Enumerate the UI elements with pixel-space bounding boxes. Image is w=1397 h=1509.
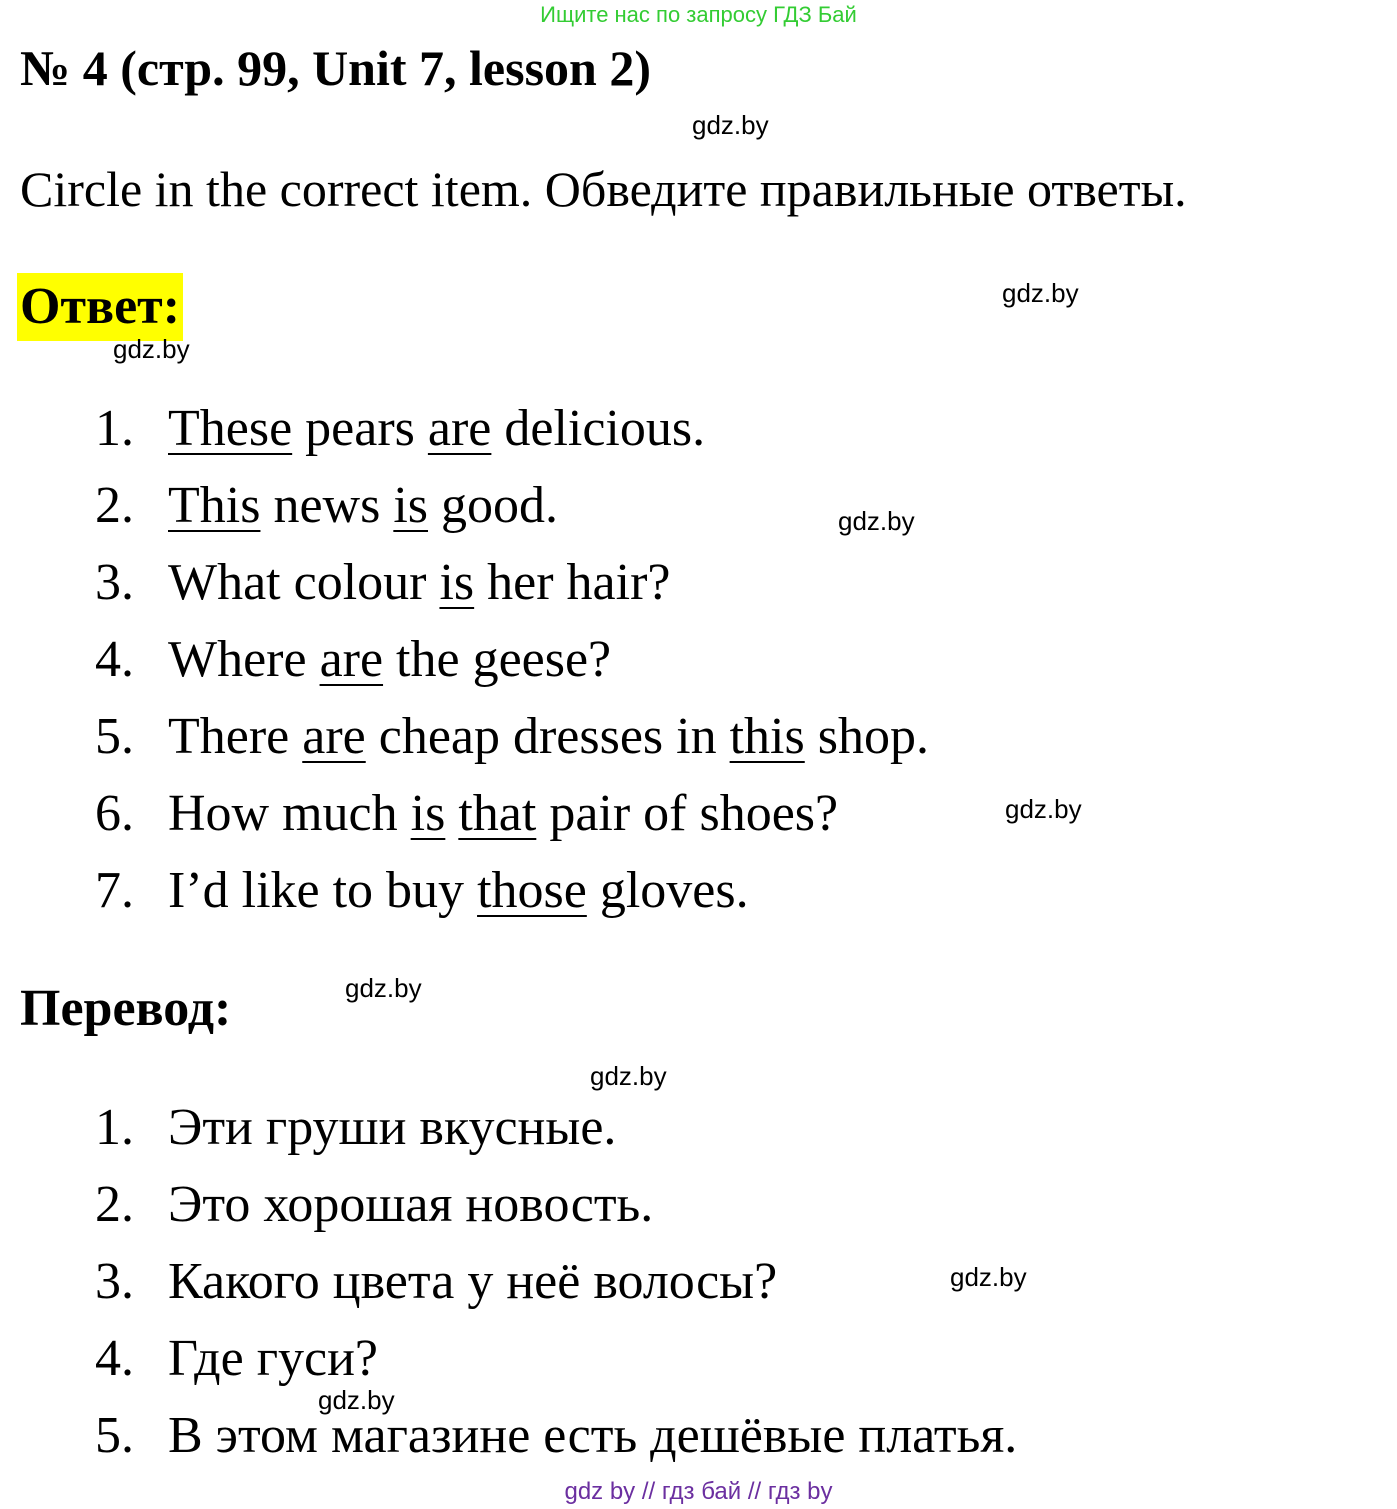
translation-text: Эти груши вкусные. (168, 1099, 617, 1156)
translations-list (95, 1089, 1017, 1474)
sentence-text: There (168, 708, 303, 765)
sentence-text: gloves. (586, 862, 749, 919)
watermark: gdz.by (838, 506, 915, 536)
underlined-word: that (458, 785, 537, 842)
sentence-text: I’d like to buy (168, 862, 478, 919)
sentence-text: the geese? (383, 631, 612, 688)
sentence-text: her hair? (474, 554, 671, 611)
answer-label: Ответ: (17, 273, 183, 341)
sentence-text (445, 785, 458, 842)
translation-text: Где гуси? (168, 1330, 379, 1387)
watermark: gdz.by (318, 1385, 395, 1415)
translation-item (95, 1397, 1017, 1474)
underlined-word: is (393, 477, 429, 534)
translation-item (95, 1243, 1017, 1320)
instruction: Circle in the correct item. Обведите правильные ответы. (20, 161, 1187, 217)
answer-item (95, 621, 929, 698)
watermark: gdz.by (1005, 794, 1082, 824)
underlined-word: are (302, 708, 366, 765)
answer-item (95, 698, 929, 775)
underlined-word: These (168, 400, 293, 457)
sentence-text: news (260, 477, 394, 534)
underlined-word: is (410, 785, 446, 842)
item-number: 1. (95, 400, 134, 457)
watermark: gdz.by (1002, 278, 1079, 308)
watermark: gdz.by (590, 1061, 667, 1091)
sentence-text: shop. (804, 708, 929, 765)
underlined-word: are (427, 400, 492, 457)
sentence-text: What colour (168, 554, 440, 611)
sentence-text: Where (168, 631, 320, 688)
sentence-text: How much (168, 785, 411, 842)
answer-item (95, 467, 929, 544)
item-number: 4. (95, 631, 134, 688)
answer-item (95, 775, 929, 852)
translation-item (95, 1320, 1017, 1397)
item-number: 3. (95, 554, 134, 611)
watermark: gdz.by (950, 1262, 1027, 1292)
underlined-word: is (439, 554, 475, 611)
item-number: 3. (95, 1253, 134, 1310)
underlined-word: This (168, 477, 261, 534)
translation-item (95, 1166, 1017, 1243)
sentence-text: pears (292, 400, 428, 457)
top-link[interactable]: Ищите нас по запросу ГДЗ Бай (540, 2, 857, 27)
answer-item (95, 544, 929, 621)
item-number: 5. (95, 708, 134, 765)
translation-label: Перевод: (20, 980, 232, 1037)
item-number: 5. (95, 1407, 134, 1464)
exercise-heading: № 4 (стр. 99, Unit 7, lesson 2) (20, 40, 651, 96)
watermark: gdz.by (692, 110, 769, 140)
sentence-text: delicious. (491, 400, 706, 457)
item-number: 6. (95, 785, 134, 842)
translation-item (95, 1089, 1017, 1166)
item-number: 2. (95, 477, 134, 534)
item-number: 2. (95, 1176, 134, 1233)
sentence-text: cheap dresses in (365, 708, 730, 765)
underlined-word: are (319, 631, 384, 688)
footer-links[interactable]: gdz by // гдз бай // гдз by (564, 1478, 833, 1505)
item-number: 7. (95, 862, 134, 919)
answers-list (95, 390, 929, 929)
watermark: gdz.by (345, 973, 422, 1003)
watermark: gdz.by (113, 334, 190, 364)
sentence-text: pair of shoes? (536, 785, 839, 842)
translation-text: В этом магазине есть дешёвые платья. (168, 1407, 1018, 1464)
underlined-word: those (477, 862, 587, 919)
translation-text: Какого цвета у неё волосы? (168, 1253, 778, 1310)
item-number: 1. (95, 1099, 134, 1156)
answer-item (95, 390, 929, 467)
sentence-text: good. (428, 477, 559, 534)
answer-item (95, 852, 929, 929)
translation-text: Это хорошая новость. (168, 1176, 654, 1233)
item-number: 4. (95, 1330, 134, 1387)
underlined-word: this (729, 708, 805, 765)
